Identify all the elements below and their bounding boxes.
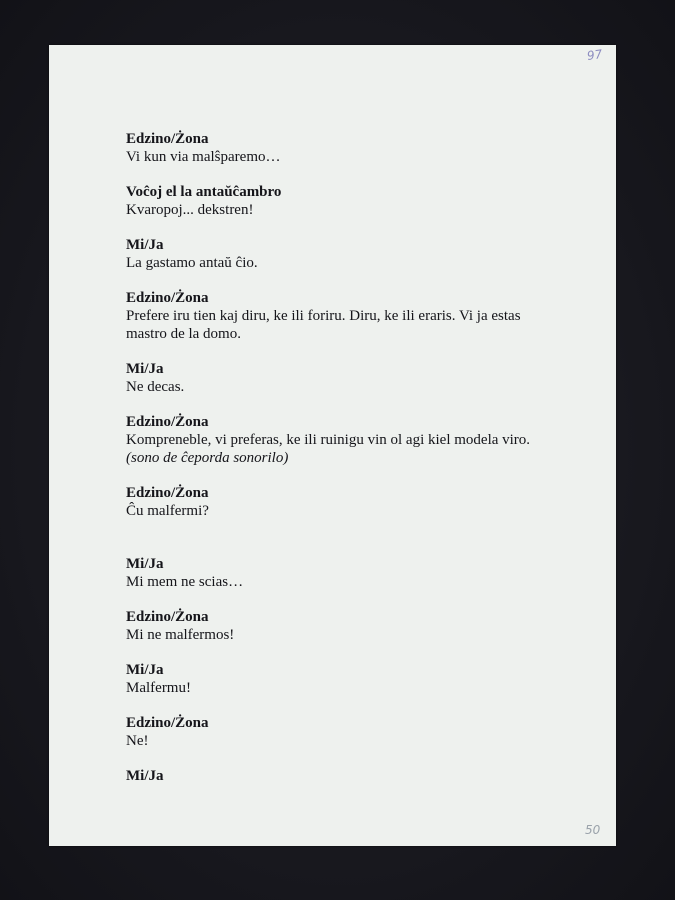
speaker-name: Edzino/Żona <box>126 485 209 501</box>
dialogue-block <box>126 767 556 785</box>
speaker-name: Edzino/Żona <box>126 609 209 625</box>
dialogue-block <box>126 130 556 166</box>
dialogue-block <box>126 183 556 219</box>
speaker-name: Voĉoj el la antaŭĉambro <box>126 184 282 200</box>
script-text <box>126 130 556 802</box>
speaker-name: Edzino/Żona <box>126 290 209 306</box>
dialogue-block <box>126 555 556 591</box>
speaker-name: Edzino/Żona <box>126 715 209 731</box>
dialogue-line: Prefere iru tien kaj diru, ke ili foriru. Diru, ke ili eraris. Vi ja estas <box>126 308 521 324</box>
handwritten-page-number: 97 <box>586 47 604 63</box>
dialogue-line: Mi mem ne scias… <box>126 574 244 590</box>
dialogue-line: Malfermu! <box>126 680 191 696</box>
speaker-name: Mi/Ja <box>126 556 164 572</box>
dialogue-line: mastro de la domo. <box>126 326 241 342</box>
dialogue-line: Ne! <box>126 733 149 749</box>
speaker-name: Edzino/Żona <box>126 131 209 147</box>
dialogue-line: Kvaropoj... dekstren! <box>126 202 254 218</box>
dialogue-block <box>126 661 556 697</box>
dialogue-block <box>126 289 556 343</box>
speaker-name: Mi/Ja <box>126 237 164 253</box>
speaker-name: Mi/Ja <box>126 662 164 678</box>
dialogue-block <box>126 413 556 467</box>
dialogue-block <box>126 236 556 272</box>
dialogue-block <box>126 714 556 750</box>
sheet-number: 50 <box>585 823 601 837</box>
speaker-name: Edzino/Żona <box>126 414 209 430</box>
dialogue-line: Mi ne malfermos! <box>126 627 235 643</box>
dialogue-line: Ĉu malfermi? <box>126 503 209 519</box>
speaker-name: Mi/Ja <box>126 768 164 784</box>
dialogue-block <box>126 608 556 644</box>
dialogue-line: Kompreneble, vi preferas, ke ili ruinigu vin ol agi kiel modela viro. <box>126 432 531 448</box>
dialogue-block <box>126 484 556 520</box>
dialogue-line: Ne decas. <box>126 379 185 395</box>
dialogue-block <box>126 360 556 396</box>
speaker-name: Mi/Ja <box>126 361 164 377</box>
dialogue-line: La gastamo antaŭ ĉio. <box>126 255 258 271</box>
stage-direction: (sono de ĉeporda sonorilo) <box>126 450 289 466</box>
dialogue-line: Vi kun via malŝparemo… <box>126 149 281 165</box>
